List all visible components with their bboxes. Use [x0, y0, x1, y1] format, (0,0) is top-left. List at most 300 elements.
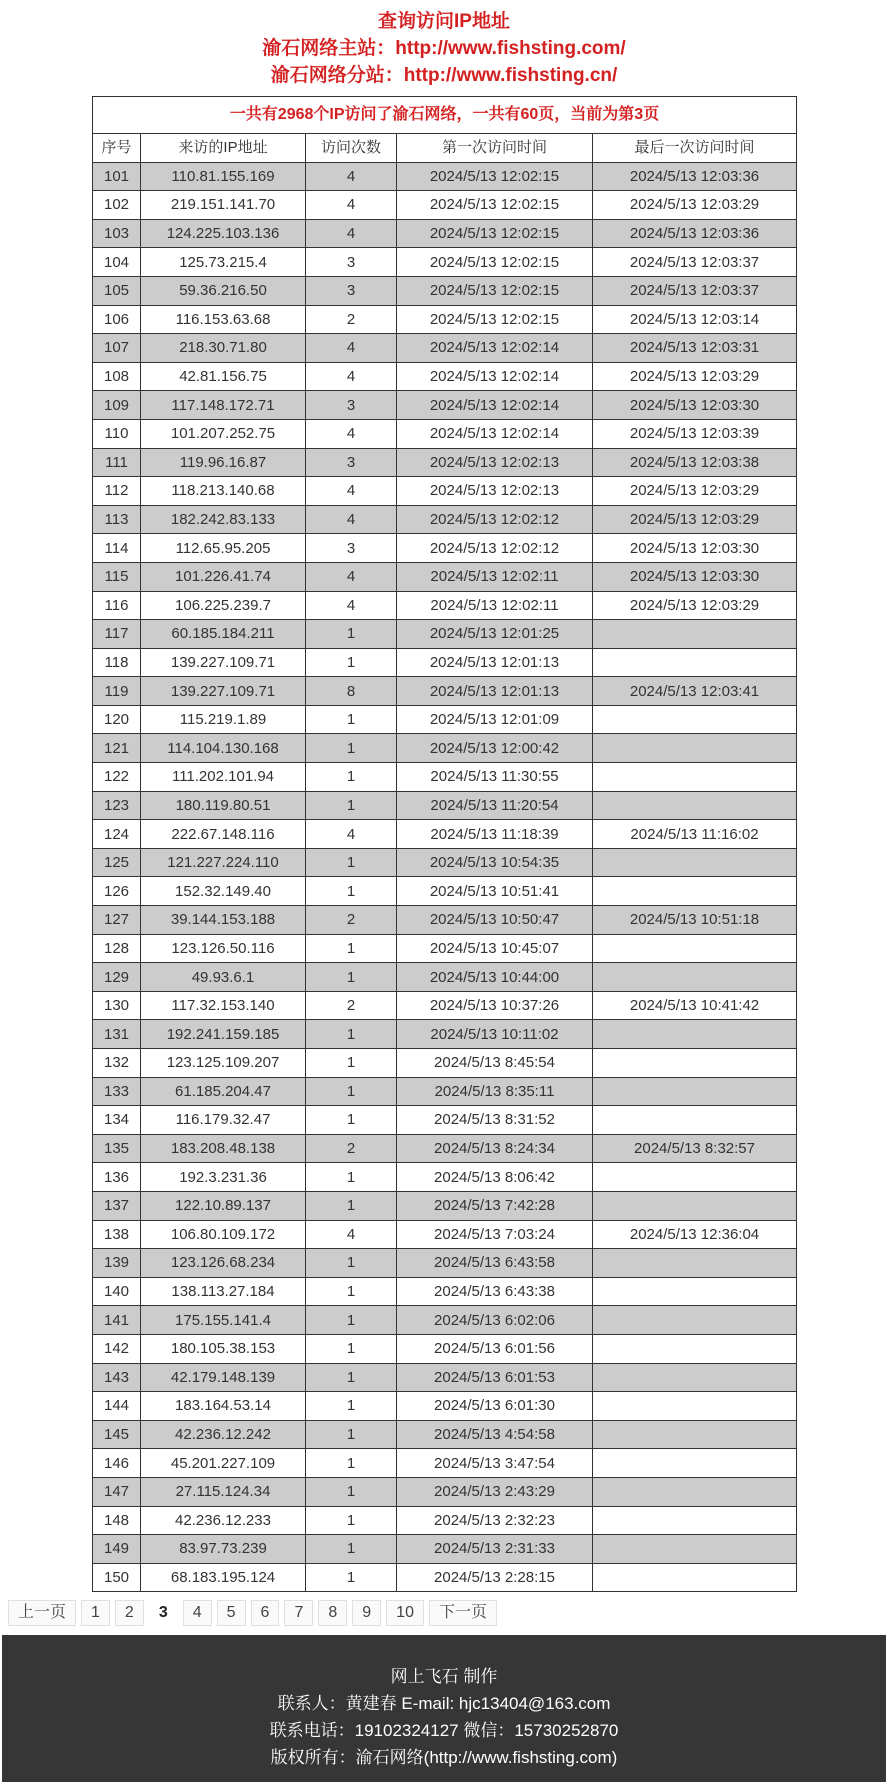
cell-count: 1 [306, 1392, 397, 1421]
table-row [93, 763, 797, 792]
table-row [93, 1535, 797, 1564]
cell-first-visit: 2024/5/13 12:01:09 [397, 705, 593, 734]
table-row [93, 1477, 797, 1506]
table-row [93, 906, 797, 935]
cell-first-visit: 2024/5/13 10:11:02 [397, 1020, 593, 1049]
cell-last-visit [593, 1249, 797, 1278]
cell-ip: 27.115.124.34 [141, 1477, 306, 1506]
cell-ip: 218.30.71.80 [141, 334, 306, 363]
cell-last-visit [593, 1392, 797, 1421]
cell-last-visit: 2024/5/13 12:03:29 [593, 477, 797, 506]
cell-ip: 106.80.109.172 [141, 1220, 306, 1249]
cell-ip: 117.32.153.140 [141, 991, 306, 1020]
cell-ip: 192.3.231.36 [141, 1163, 306, 1192]
cell-count: 1 [306, 648, 397, 677]
cell-index: 113 [93, 505, 141, 534]
cell-count: 1 [306, 963, 397, 992]
cell-count: 4 [306, 162, 397, 191]
table-row [93, 248, 797, 277]
cell-index: 131 [93, 1020, 141, 1049]
cell-index: 117 [93, 620, 141, 649]
cell-last-visit [593, 1449, 797, 1478]
cell-ip: 39.144.153.188 [141, 906, 306, 935]
cell-first-visit: 2024/5/13 12:02:15 [397, 191, 593, 220]
cell-index: 125 [93, 848, 141, 877]
footer-phone: 联系电话：19102324127 微信：15730252870 [269, 1721, 619, 1740]
cell-ip: 49.93.6.1 [141, 963, 306, 992]
cell-index: 132 [93, 1049, 141, 1078]
cell-first-visit: 2024/5/13 12:01:13 [397, 648, 593, 677]
table-row [93, 162, 797, 191]
table-row [93, 1277, 797, 1306]
table-row [93, 562, 797, 591]
cell-index: 115 [93, 562, 141, 591]
cell-first-visit: 2024/5/13 11:20:54 [397, 791, 593, 820]
cell-count: 3 [306, 448, 397, 477]
cell-ip: 123.125.109.207 [141, 1049, 306, 1078]
cell-count: 3 [306, 276, 397, 305]
cell-first-visit: 2024/5/13 8:24:34 [397, 1134, 593, 1163]
cell-count: 4 [306, 591, 397, 620]
cell-first-visit: 2024/5/13 8:06:42 [397, 1163, 593, 1192]
cell-count: 4 [306, 334, 397, 363]
page-2-button[interactable]: 2 [115, 1600, 144, 1626]
cell-count: 3 [306, 391, 397, 420]
cell-last-visit: 2024/5/13 12:03:31 [593, 334, 797, 363]
cell-count: 1 [306, 1506, 397, 1535]
cell-index: 108 [93, 362, 141, 391]
cell-first-visit: 2024/5/13 12:01:13 [397, 677, 593, 706]
cell-first-visit: 2024/5/13 12:02:11 [397, 562, 593, 591]
table-row [93, 391, 797, 420]
table-row [93, 334, 797, 363]
cell-index: 124 [93, 820, 141, 849]
cell-first-visit: 2024/5/13 10:44:00 [397, 963, 593, 992]
cell-last-visit [593, 1420, 797, 1449]
cell-index: 130 [93, 991, 141, 1020]
summary-text: 一共有2968个IP访问了渝石网络，一共有60页，当前为第3页 [93, 97, 797, 134]
cell-ip: 112.65.95.205 [141, 534, 306, 563]
cell-count: 4 [306, 562, 397, 591]
ip-table [92, 96, 797, 1592]
table-row [93, 191, 797, 220]
cell-last-visit: 2024/5/13 12:03:41 [593, 677, 797, 706]
cell-last-visit: 2024/5/13 12:03:29 [593, 591, 797, 620]
cell-first-visit: 2024/5/13 6:01:56 [397, 1334, 593, 1363]
cell-first-visit: 2024/5/13 2:43:29 [397, 1477, 593, 1506]
cell-ip: 222.67.148.116 [141, 820, 306, 849]
cell-index: 110 [93, 419, 141, 448]
cell-ip: 42.81.156.75 [141, 362, 306, 391]
cell-last-visit [593, 1535, 797, 1564]
cell-ip: 116.179.32.47 [141, 1106, 306, 1135]
cell-count: 4 [306, 219, 397, 248]
cell-count: 1 [306, 934, 397, 963]
table-body [93, 162, 797, 1592]
cell-count: 1 [306, 791, 397, 820]
sub-site-link[interactable]: 渝石网络分站：http://www.fishsting.cn/ [270, 65, 618, 86]
page-1-button[interactable]: 1 [81, 1600, 110, 1626]
cell-first-visit: 2024/5/13 10:51:41 [397, 877, 593, 906]
column-header-index: 序号 [93, 134, 141, 163]
table-row [93, 648, 797, 677]
cell-count: 1 [306, 1249, 397, 1278]
cell-last-visit [593, 963, 797, 992]
cell-count: 1 [306, 1306, 397, 1335]
cell-first-visit: 2024/5/13 10:37:26 [397, 991, 593, 1020]
cell-last-visit: 2024/5/13 12:36:04 [593, 1220, 797, 1249]
header-row [93, 134, 797, 163]
cell-index: 129 [93, 963, 141, 992]
cell-index: 111 [93, 448, 141, 477]
cell-count: 1 [306, 877, 397, 906]
cell-index: 114 [93, 534, 141, 563]
cell-count: 1 [306, 620, 397, 649]
cell-ip: 183.208.48.138 [141, 1134, 306, 1163]
cell-first-visit: 2024/5/13 8:45:54 [397, 1049, 593, 1078]
cell-ip: 139.227.109.71 [141, 648, 306, 677]
summary-row [93, 97, 797, 134]
table-row [93, 362, 797, 391]
cell-index: 127 [93, 906, 141, 935]
cell-count: 1 [306, 1106, 397, 1135]
table-row [93, 1392, 797, 1421]
table-row [93, 848, 797, 877]
table-row [93, 1106, 797, 1135]
cell-first-visit: 2024/5/13 12:02:15 [397, 248, 593, 277]
cell-ip: 45.201.227.109 [141, 1449, 306, 1478]
cell-ip: 42.179.148.139 [141, 1363, 306, 1392]
cell-last-visit [593, 877, 797, 906]
cell-first-visit: 2024/5/13 12:01:25 [397, 620, 593, 649]
cell-index: 133 [93, 1077, 141, 1106]
cell-count: 1 [306, 1191, 397, 1220]
cell-index: 121 [93, 734, 141, 763]
table-row [93, 1306, 797, 1335]
table-row [93, 591, 797, 620]
cell-index: 135 [93, 1134, 141, 1163]
cell-ip: 180.119.80.51 [141, 791, 306, 820]
cell-index: 109 [93, 391, 141, 420]
cell-index: 148 [93, 1506, 141, 1535]
footer-maker: 网上飞石 制作 [390, 1667, 498, 1686]
cell-ip: 117.148.172.71 [141, 391, 306, 420]
table-row [93, 877, 797, 906]
table-row [93, 1363, 797, 1392]
column-header-last-visit: 最后一次访问时间 [593, 134, 797, 163]
cell-first-visit: 2024/5/13 12:02:15 [397, 305, 593, 334]
cell-last-visit [593, 848, 797, 877]
cell-ip: 116.153.63.68 [141, 305, 306, 334]
cell-first-visit: 2024/5/13 8:35:11 [397, 1077, 593, 1106]
cell-first-visit: 2024/5/13 12:02:15 [397, 276, 593, 305]
cell-first-visit: 2024/5/13 10:50:47 [397, 906, 593, 935]
column-header-ip: 来访的IP地址 [141, 134, 306, 163]
cell-first-visit: 2024/5/13 12:02:15 [397, 219, 593, 248]
ip-table-container [92, 96, 796, 1592]
cell-ip: 114.104.130.168 [141, 734, 306, 763]
cell-ip: 118.213.140.68 [141, 477, 306, 506]
cell-last-visit [593, 648, 797, 677]
cell-last-visit: 2024/5/13 12:03:29 [593, 191, 797, 220]
cell-index: 107 [93, 334, 141, 363]
cell-ip: 101.207.252.75 [141, 419, 306, 448]
cell-first-visit: 2024/5/13 10:54:35 [397, 848, 593, 877]
page-header [0, 0, 888, 89]
cell-count: 3 [306, 534, 397, 563]
table-row [93, 1191, 797, 1220]
cell-last-visit: 2024/5/13 12:03:36 [593, 162, 797, 191]
cell-ip: 192.241.159.185 [141, 1020, 306, 1049]
cell-first-visit: 2024/5/13 12:02:14 [397, 391, 593, 420]
cell-first-visit: 2024/5/13 6:43:38 [397, 1277, 593, 1306]
pagination [8, 1600, 497, 1626]
cell-first-visit: 2024/5/13 6:02:06 [397, 1306, 593, 1335]
cell-count: 2 [306, 991, 397, 1020]
table-row [93, 705, 797, 734]
page-title: 查询访问IP地址 [378, 11, 510, 32]
page-6-button[interactable]: 6 [251, 1600, 280, 1626]
cell-count: 8 [306, 677, 397, 706]
cell-ip: 125.73.215.4 [141, 248, 306, 277]
cell-index: 128 [93, 934, 141, 963]
cell-count: 4 [306, 191, 397, 220]
cell-ip: 183.164.53.14 [141, 1392, 306, 1421]
cell-ip: 61.185.204.47 [141, 1077, 306, 1106]
table-row [93, 1020, 797, 1049]
cell-first-visit: 2024/5/13 12:00:42 [397, 734, 593, 763]
cell-last-visit [593, 1306, 797, 1335]
cell-last-visit: 2024/5/13 12:03:37 [593, 248, 797, 277]
page-10-button[interactable]: 10 [386, 1600, 424, 1626]
prev-page-button[interactable]: 上一页 [8, 1600, 76, 1626]
cell-index: 141 [93, 1306, 141, 1335]
cell-last-visit [593, 791, 797, 820]
table-row [93, 1449, 797, 1478]
cell-count: 1 [306, 1420, 397, 1449]
cell-first-visit: 2024/5/13 2:32:23 [397, 1506, 593, 1535]
table-row [93, 276, 797, 305]
cell-ip: 110.81.155.169 [141, 162, 306, 191]
cell-ip: 42.236.12.233 [141, 1506, 306, 1535]
cell-first-visit: 2024/5/13 6:43:58 [397, 1249, 593, 1278]
cell-index: 147 [93, 1477, 141, 1506]
cell-count: 1 [306, 1277, 397, 1306]
cell-ip: 60.185.184.211 [141, 620, 306, 649]
cell-last-visit [593, 1563, 797, 1592]
cell-ip: 123.126.68.234 [141, 1249, 306, 1278]
cell-last-visit [593, 734, 797, 763]
cell-last-visit [593, 1277, 797, 1306]
cell-last-visit [593, 1506, 797, 1535]
cell-count: 1 [306, 1535, 397, 1564]
cell-index: 139 [93, 1249, 141, 1278]
cell-first-visit: 2024/5/13 4:54:58 [397, 1420, 593, 1449]
page-footer [2, 1635, 886, 1782]
cell-index: 105 [93, 276, 141, 305]
cell-count: 1 [306, 1563, 397, 1592]
cell-count: 1 [306, 705, 397, 734]
cell-index: 134 [93, 1106, 141, 1135]
table-row [93, 1506, 797, 1535]
cell-ip: 124.225.103.136 [141, 219, 306, 248]
table-row [93, 1334, 797, 1363]
table-row [93, 1077, 797, 1106]
cell-ip: 111.202.101.94 [141, 763, 306, 792]
table-row [93, 963, 797, 992]
cell-index: 126 [93, 877, 141, 906]
table-row [93, 1420, 797, 1449]
cell-first-visit: 2024/5/13 6:01:30 [397, 1392, 593, 1421]
table-row [93, 677, 797, 706]
cell-count: 1 [306, 848, 397, 877]
cell-index: 120 [93, 705, 141, 734]
cell-last-visit [593, 1049, 797, 1078]
cell-index: 138 [93, 1220, 141, 1249]
table-row [93, 1220, 797, 1249]
cell-index: 103 [93, 219, 141, 248]
cell-index: 143 [93, 1363, 141, 1392]
cell-last-visit: 2024/5/13 12:03:38 [593, 448, 797, 477]
table-row [93, 820, 797, 849]
table-row [93, 620, 797, 649]
cell-ip: 180.105.38.153 [141, 1334, 306, 1363]
page-7-button[interactable]: 7 [284, 1600, 313, 1626]
cell-index: 106 [93, 305, 141, 334]
cell-ip: 101.226.41.74 [141, 562, 306, 591]
cell-ip: 59.36.216.50 [141, 276, 306, 305]
cell-index: 102 [93, 191, 141, 220]
cell-index: 144 [93, 1392, 141, 1421]
cell-index: 101 [93, 162, 141, 191]
cell-count: 1 [306, 1334, 397, 1363]
cell-last-visit [593, 1363, 797, 1392]
cell-ip: 123.126.50.116 [141, 934, 306, 963]
cell-count: 3 [306, 248, 397, 277]
cell-last-visit: 2024/5/13 12:03:30 [593, 562, 797, 591]
cell-last-visit: 2024/5/13 12:03:14 [593, 305, 797, 334]
cell-last-visit: 2024/5/13 8:32:57 [593, 1134, 797, 1163]
table-row [93, 1049, 797, 1078]
cell-last-visit [593, 1334, 797, 1363]
table-row [93, 734, 797, 763]
cell-ip: 68.183.195.124 [141, 1563, 306, 1592]
table-row [93, 991, 797, 1020]
next-page-button[interactable]: 下一页 [429, 1600, 497, 1626]
cell-index: 104 [93, 248, 141, 277]
cell-last-visit [593, 1477, 797, 1506]
cell-first-visit: 2024/5/13 12:02:12 [397, 534, 593, 563]
column-header-first-visit: 第一次访问时间 [397, 134, 593, 163]
cell-first-visit: 2024/5/13 12:02:13 [397, 477, 593, 506]
table-row [93, 1163, 797, 1192]
column-header-count: 访问次数 [306, 134, 397, 163]
cell-count: 1 [306, 1477, 397, 1506]
table-row [93, 934, 797, 963]
cell-count: 1 [306, 734, 397, 763]
cell-index: 149 [93, 1535, 141, 1564]
cell-last-visit [593, 620, 797, 649]
cell-first-visit: 2024/5/13 11:30:55 [397, 763, 593, 792]
cell-first-visit: 2024/5/13 12:02:12 [397, 505, 593, 534]
cell-index: 150 [93, 1563, 141, 1592]
cell-count: 1 [306, 1363, 397, 1392]
cell-last-visit [593, 1077, 797, 1106]
cell-first-visit: 2024/5/13 12:02:14 [397, 362, 593, 391]
cell-last-visit: 2024/5/13 12:03:36 [593, 219, 797, 248]
cell-index: 137 [93, 1191, 141, 1220]
cell-last-visit [593, 1020, 797, 1049]
cell-first-visit: 2024/5/13 6:01:53 [397, 1363, 593, 1392]
cell-last-visit [593, 934, 797, 963]
cell-last-visit: 2024/5/13 11:16:02 [593, 820, 797, 849]
page-8-button[interactable]: 8 [318, 1600, 347, 1626]
cell-last-visit: 2024/5/13 10:51:18 [593, 906, 797, 935]
cell-last-visit [593, 1191, 797, 1220]
footer-copyright: 版权所有：渝石网络(http://www.fishsting.com) [270, 1748, 618, 1767]
cell-ip: 119.96.16.87 [141, 448, 306, 477]
cell-count: 4 [306, 1220, 397, 1249]
cell-last-visit [593, 1106, 797, 1135]
cell-last-visit [593, 705, 797, 734]
cell-count: 1 [306, 1077, 397, 1106]
cell-last-visit [593, 1163, 797, 1192]
cell-index: 116 [93, 591, 141, 620]
main-site-link[interactable]: 渝石网络主站：http://www.fishsting.com/ [262, 38, 626, 59]
cell-last-visit: 2024/5/13 12:03:39 [593, 419, 797, 448]
cell-ip: 83.97.73.239 [141, 1535, 306, 1564]
cell-count: 2 [306, 1134, 397, 1163]
cell-ip: 121.227.224.110 [141, 848, 306, 877]
cell-first-visit: 2024/5/13 12:02:13 [397, 448, 593, 477]
cell-index: 146 [93, 1449, 141, 1478]
cell-index: 122 [93, 763, 141, 792]
table-row [93, 219, 797, 248]
cell-count: 4 [306, 362, 397, 391]
table-row [93, 791, 797, 820]
cell-last-visit: 2024/5/13 12:03:30 [593, 391, 797, 420]
cell-count: 1 [306, 1163, 397, 1192]
cell-first-visit: 2024/5/13 10:45:07 [397, 934, 593, 963]
cell-index: 118 [93, 648, 141, 677]
cell-index: 123 [93, 791, 141, 820]
cell-ip: 152.32.149.40 [141, 877, 306, 906]
cell-index: 112 [93, 477, 141, 506]
page-5-button[interactable]: 5 [217, 1600, 246, 1626]
table-row [93, 448, 797, 477]
cell-first-visit: 2024/5/13 3:47:54 [397, 1449, 593, 1478]
cell-first-visit: 2024/5/13 2:28:15 [397, 1563, 593, 1592]
cell-ip: 42.236.12.242 [141, 1420, 306, 1449]
table-row [93, 505, 797, 534]
cell-count: 1 [306, 1049, 397, 1078]
cell-ip: 115.219.1.89 [141, 705, 306, 734]
cell-ip: 219.151.141.70 [141, 191, 306, 220]
cell-count: 4 [306, 477, 397, 506]
cell-ip: 122.10.89.137 [141, 1191, 306, 1220]
page-9-button[interactable]: 9 [352, 1600, 381, 1626]
cell-ip: 139.227.109.71 [141, 677, 306, 706]
cell-first-visit: 2024/5/13 7:42:28 [397, 1191, 593, 1220]
cell-first-visit: 2024/5/13 11:18:39 [397, 820, 593, 849]
page-4-button[interactable]: 4 [183, 1600, 212, 1626]
cell-count: 2 [306, 906, 397, 935]
cell-count: 4 [306, 419, 397, 448]
cell-ip: 175.155.141.4 [141, 1306, 306, 1335]
cell-count: 1 [306, 763, 397, 792]
cell-first-visit: 2024/5/13 12:02:14 [397, 334, 593, 363]
cell-first-visit: 2024/5/13 2:31:33 [397, 1535, 593, 1564]
